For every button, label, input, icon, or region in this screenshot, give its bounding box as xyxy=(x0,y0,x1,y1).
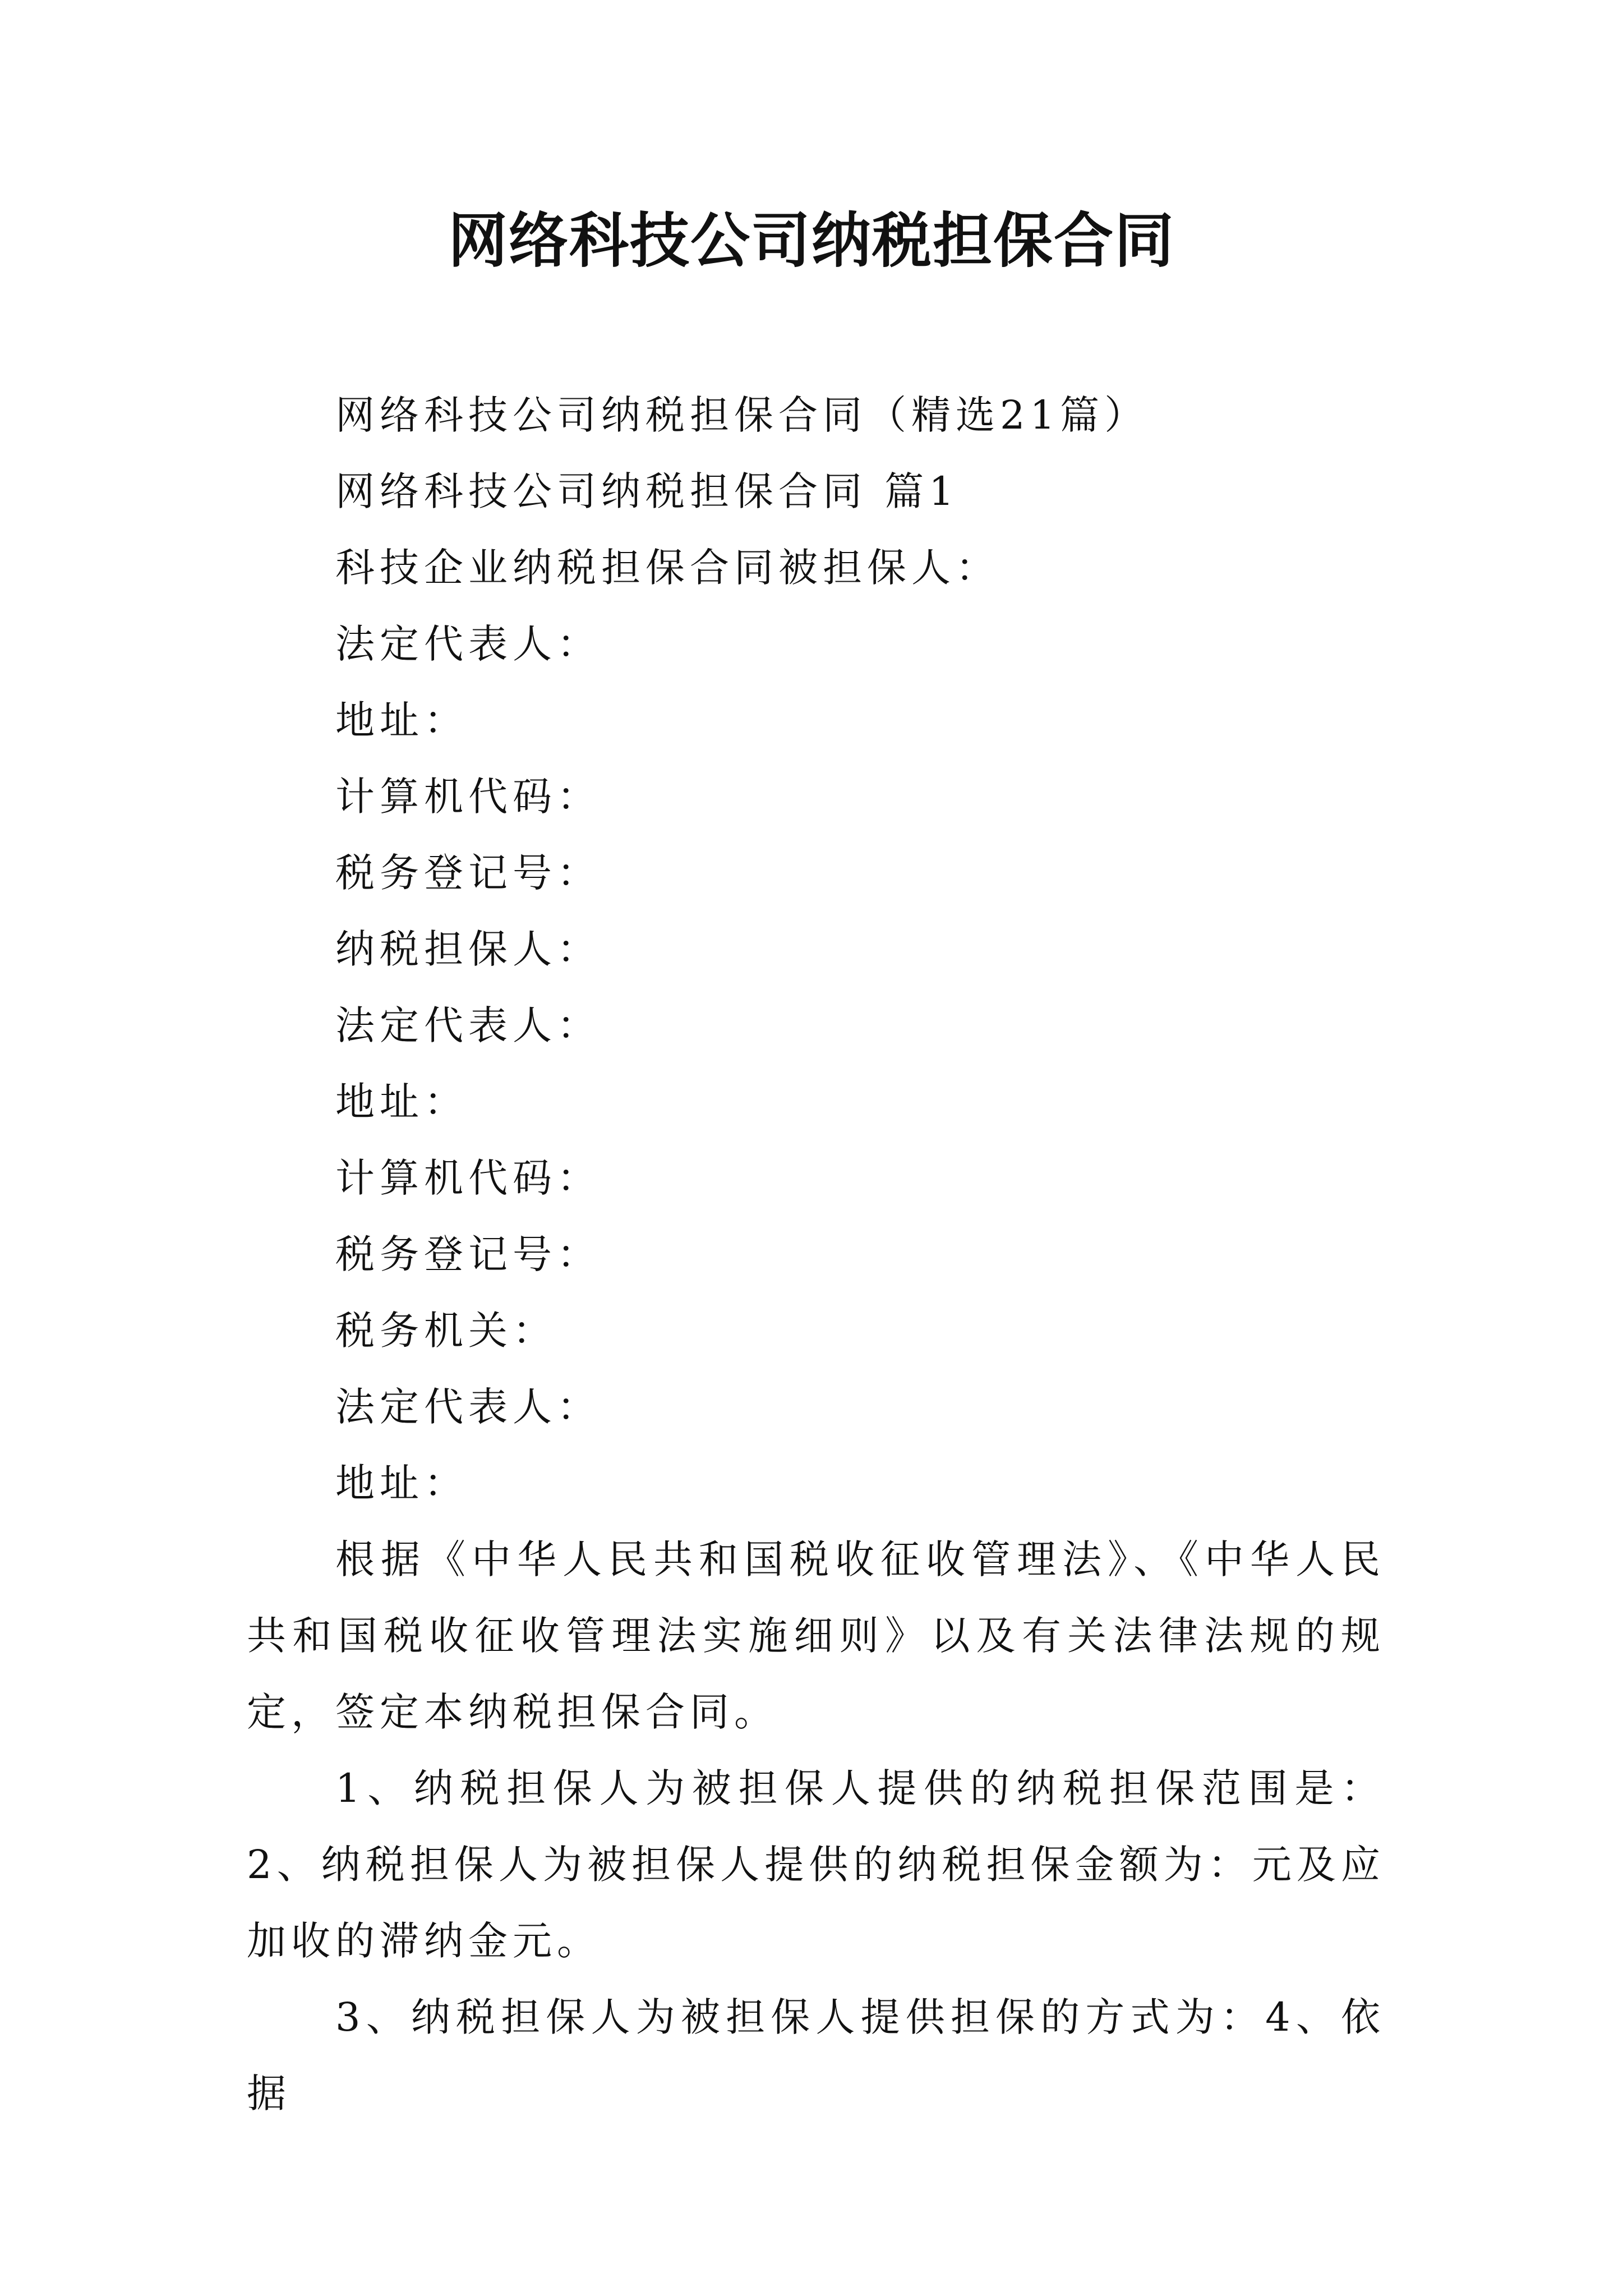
field-label: 地址： xyxy=(335,1460,468,1506)
field-label: 地址： xyxy=(335,1079,468,1125)
body-paragraph: 3、纳税担保人为被担保人提供担保的方式为：4、依据 xyxy=(247,1994,1385,2116)
field-label: 法定代表人： xyxy=(335,1002,601,1048)
body-paragraph: 1、纳税担保人为被担保人提供的纳税担保范围是：2、纳税担保人为被担保人提供的纳税担保金额为：元及应加收的滞纳金元。 xyxy=(247,1765,1385,1964)
field-label: 税务登记号： xyxy=(335,1231,601,1277)
guarantor-label: 纳税担保人： xyxy=(335,926,601,972)
subtitle-line: 网络科技公司纳税担保合同（精选21篇） xyxy=(335,392,1149,438)
field-label: 法定代表人： xyxy=(335,1384,601,1430)
field-label: 法定代表人： xyxy=(335,621,601,667)
tax-authority-label: 税务机关： xyxy=(335,1308,557,1354)
field-label: 地址： xyxy=(335,697,468,743)
field-label: 计算机代码： xyxy=(335,774,601,820)
document-title: 网络科技公司纳税担保合同 xyxy=(448,206,1175,275)
guaranteed-party-label: 科技企业纳税担保合同被担保人： xyxy=(335,545,1000,591)
section-heading: 网络科技公司纳税担保合同 篇1 xyxy=(335,468,959,514)
field-label: 计算机代码： xyxy=(335,1155,601,1201)
field-label: 税务登记号： xyxy=(335,850,601,896)
body-paragraph: 根据《中华人民共和国税收征收管理法》、《中华人民共和国税收征收管理法实施细则》以及有关法律法规的规定，签定本纳税担保合同。 xyxy=(247,1536,1385,1735)
